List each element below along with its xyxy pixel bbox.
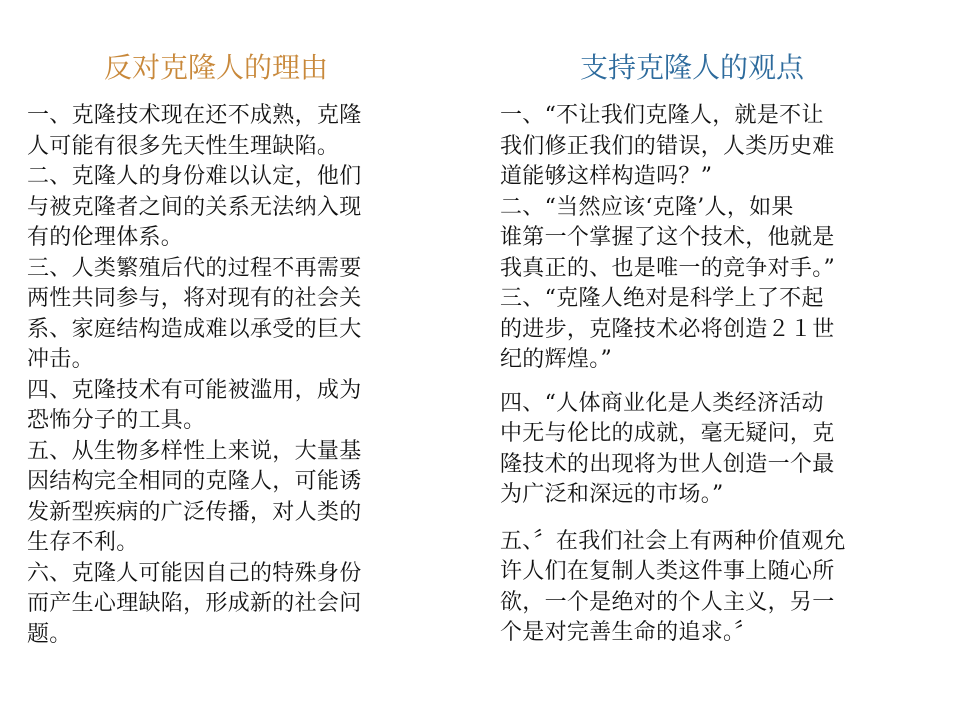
arguments-against-column (27, 101, 437, 650)
argument-for-5: 五、〞在我们社会上有两种价值观允 许人们在复制人类这件事上随心所 欲，一个是绝对的个人主义，另一 个是对完善生命的追求。〞 (500, 528, 846, 645)
argument-against-1: 一、克隆技术现在还不成熟，克隆 人可能有很多先天性生理缺陷。 (27, 103, 362, 159)
argument-for-1: 一、“不让我们克隆人，就是不让 我们修正我们的错误，人类历史难 道能够这样构造吗？” (500, 103, 835, 189)
argument-for-2: 二、“当然应该‘克隆’人，如果 谁第一个掌握了这个技术，他就是 我真正的、也是唯一的竞争对手。” (500, 194, 836, 281)
argument-against-6: 六、克隆人可能因自己的特殊身份 而产生心理缺陷，形成新的社会问 题。 (27, 560, 362, 647)
argument-against-2: 二、克隆人的身份难以认定，他们 与被克隆者之间的关系无法纳入现 有的伦理体系。 (27, 164, 362, 250)
left-column-heading: 反对克隆人的理由 (104, 51, 329, 84)
argument-against-5: 五、从生物多样性上来说，大量基 因结构完全相同的克隆人，可能诱 发新型疾病的广泛传播，对人类的 生存不利。 (27, 438, 362, 555)
argument-for-4: 四、“人体商业化是人类经济活动 中无与伦比的成就，毫无疑问，克 隆技术的出现将为世人创造一个最 为广泛和深远的市场。” (500, 390, 835, 507)
right-column-heading: 支持克隆人的观点 (580, 51, 805, 84)
argument-against-4: 四、克隆技术有可能被滥用，成为 恐怖分子的工具。 (27, 377, 362, 433)
argument-for-3: 三、“克隆人绝对是科学上了不起 的进步，克隆技术必将创造２１世 纪的辉煌。” (500, 286, 835, 372)
arguments-for-column (500, 101, 918, 649)
argument-against-3: 三、人类繁殖后代的过程不再需要 两性共同参与，将对现有的社会关 系、家庭结构造成难以承受的巨大 冲击。 (27, 255, 362, 372)
